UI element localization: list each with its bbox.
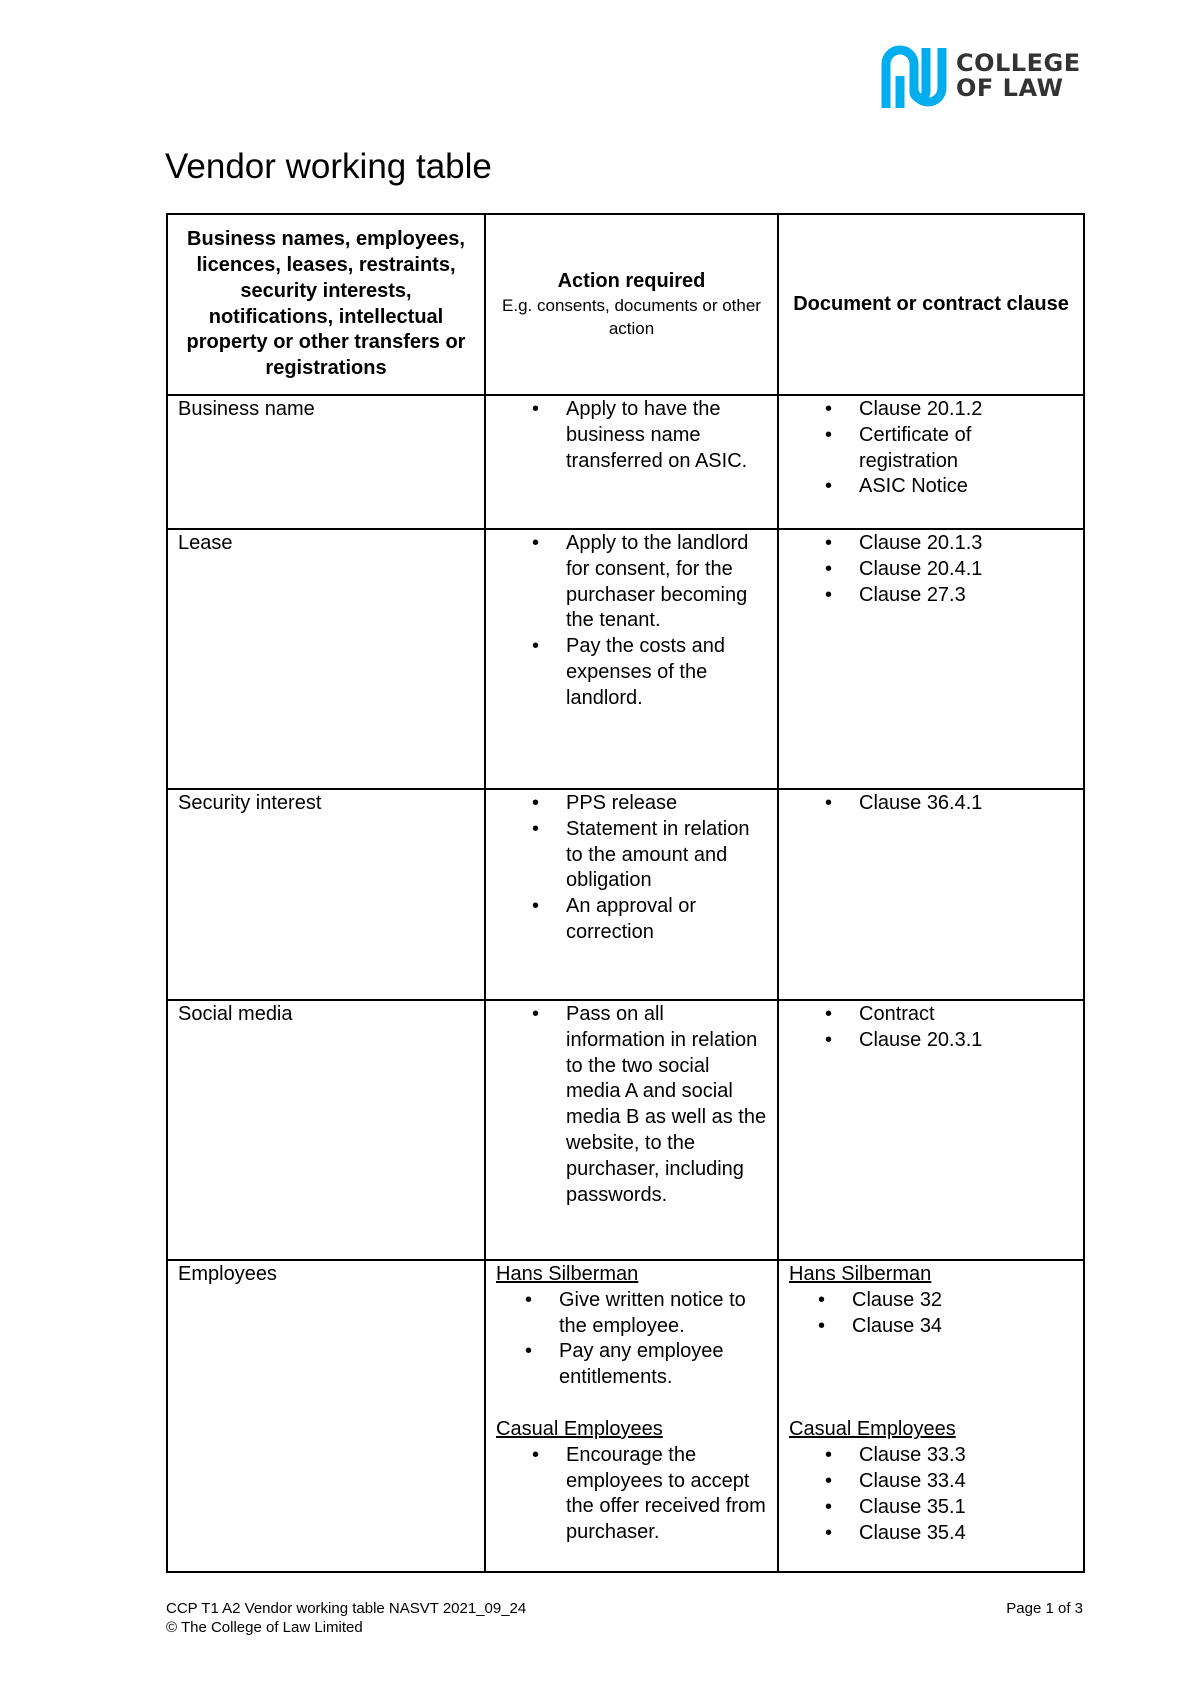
list-item: • Clause 35.4	[819, 1521, 1073, 1547]
item-cell: Security interest	[167, 789, 485, 1000]
table-row	[167, 789, 1084, 1000]
header-action-title: Action required	[557, 269, 706, 292]
item-cell: Business name	[167, 395, 485, 529]
list-item: • Clause 20.1.3	[819, 531, 1073, 557]
college-of-law-logo-icon	[880, 42, 948, 110]
list-item: • Clause 32	[812, 1288, 1073, 1314]
table-row	[167, 1000, 1084, 1260]
footer-copyright: © The College of Law Limited	[166, 1619, 363, 1636]
page-number: Page 1 of 3	[1006, 1600, 1083, 1617]
list-item: • Certificate of registration	[819, 423, 1073, 475]
list-item: • Clause 20.4.1	[819, 557, 1073, 583]
header-action-subtitle: E.g. consents, documents or other action	[502, 296, 761, 339]
section-heading: Casual Employees	[496, 1417, 663, 1440]
section-heading: Hans Silberman	[496, 1263, 639, 1285]
action-cell	[485, 1260, 778, 1572]
list-item: • Pass on all information in relation to the two social media A and social media B as well as the website, to the purchaser, including passwords.	[526, 1002, 767, 1208]
list-item: • Give written notice to the employee.	[519, 1288, 767, 1340]
list-item: • Contract	[819, 1002, 1073, 1028]
header-col-action	[485, 214, 778, 395]
list-item: • An approval or correction	[526, 894, 767, 946]
list-item: • ASIC Notice	[819, 474, 1073, 500]
action-cell	[485, 395, 778, 529]
logo-line-2: OF LAW	[956, 74, 1064, 102]
table-row	[167, 395, 1084, 529]
list-item: • Clause 20.3.1	[819, 1028, 1073, 1054]
list-item: • Clause 33.4	[819, 1469, 1073, 1495]
list-item: • Clause 36.4.1	[819, 791, 1073, 817]
item-cell: Lease	[167, 529, 485, 789]
document-cell	[778, 395, 1084, 529]
list-item: • Pay any employee entitlements.	[519, 1339, 767, 1391]
list-item: • Apply to have the business name transferred on ASIC.	[526, 397, 767, 474]
header-col-items: Business names, employees, licences, leases, restraints, security interests, notifications, intellectual property or other transfers or registrations	[167, 214, 485, 395]
footer-doc-ref: CCP T1 A2 Vendor working table NASVT 2021_09_24	[166, 1600, 527, 1617]
section-heading: Hans Silberman	[789, 1263, 932, 1285]
table-row	[167, 529, 1084, 789]
list-item: • Clause 27.3	[819, 583, 1073, 609]
table-row	[167, 1260, 1084, 1572]
list-item: • Encourage the employees to accept the offer received from purchaser.	[526, 1443, 767, 1546]
logo-line-1: COLLEGE	[956, 49, 1081, 77]
section-heading: Casual Employees	[789, 1418, 956, 1441]
spacer	[496, 1391, 767, 1417]
list-item: • PPS release	[526, 791, 767, 817]
document-cell	[778, 789, 1084, 1000]
header-col-document: Document or contract clause	[778, 214, 1084, 395]
item-cell: Social media	[167, 1000, 485, 1260]
page-title: Vendor working table	[165, 147, 492, 186]
document-cell	[778, 529, 1084, 789]
list-item: • Pay the costs and expenses of the landlord.	[526, 634, 767, 711]
college-of-law-logo	[880, 42, 1081, 110]
list-item: • Clause 35.1	[819, 1495, 1073, 1521]
action-cell	[485, 1000, 778, 1260]
item-cell: Employees	[167, 1260, 485, 1572]
list-item: • Clause 34	[812, 1314, 1073, 1340]
logo-wordmark	[956, 51, 1081, 101]
action-cell	[485, 789, 778, 1000]
list-item: • Clause 20.1.2	[819, 397, 1073, 423]
action-cell	[485, 529, 778, 789]
list-item: • Apply to the landlord for consent, for the purchaser becoming the tenant.	[526, 531, 767, 634]
spacer	[789, 1339, 1073, 1417]
list-item: • Clause 33.3	[819, 1443, 1073, 1469]
vendor-working-table	[166, 213, 1085, 1573]
document-cell	[778, 1000, 1084, 1260]
table-header-row	[167, 214, 1084, 395]
list-item: • Statement in relation to the amount and obligation	[526, 817, 767, 894]
document-cell	[778, 1260, 1084, 1572]
footer	[166, 1599, 526, 1637]
